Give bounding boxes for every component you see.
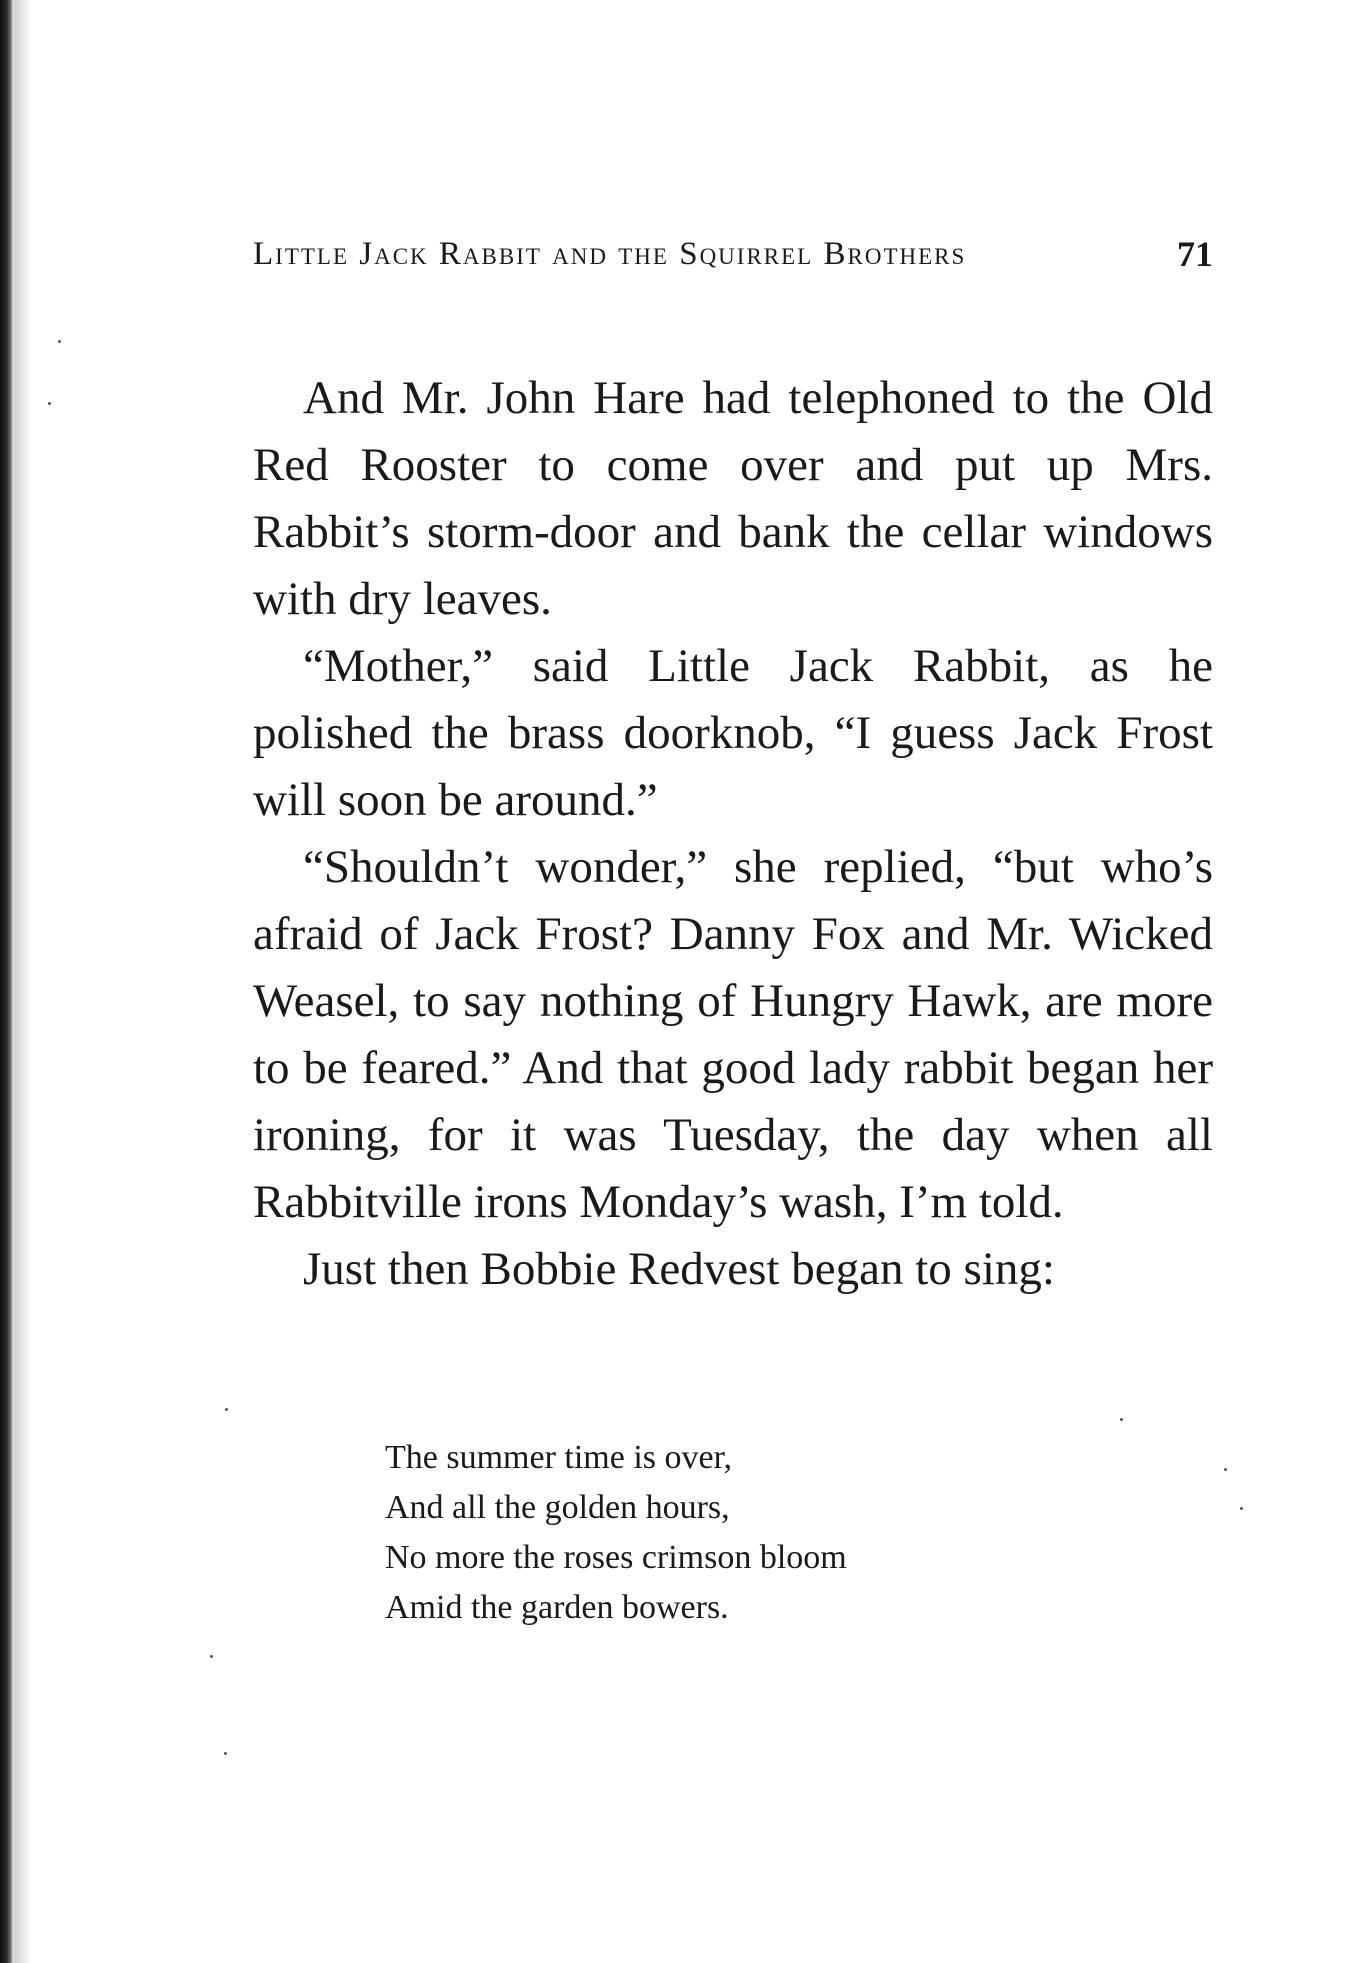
body-text <box>253 365 1213 1303</box>
page-number: 71 <box>1177 234 1213 274</box>
running-title: Little Jack Rabbit and the Squirrel Brothers <box>253 236 967 272</box>
running-head <box>253 230 1213 340</box>
paragraph-2: “Mother,” said Little Jack Rabbit, as he polished the brass doorknob, “I guess Jack Frost will soon be around.” <box>253 640 1213 826</box>
scan-speck <box>48 402 51 405</box>
scan-speck <box>224 1752 227 1755</box>
verse-line-1: The summer time is over, <box>385 1439 733 1476</box>
scan-speck <box>1240 1507 1243 1510</box>
verse-line-4: Amid the garden bowers. <box>385 1589 729 1626</box>
scan-speck <box>210 1655 213 1658</box>
verse-line-2: And all the golden hours, <box>385 1489 730 1526</box>
paragraph-4: Just then Bobbie Redvest began to sing: <box>303 1243 1055 1295</box>
verse-line-3: No more the roses crimson bloom <box>385 1539 847 1576</box>
scan-speck <box>225 1408 228 1411</box>
paragraph-1: And Mr. John Hare had telephoned to the Old Red Rooster to come over and put up Mrs. Rabbit’s storm-door and bank the cellar windows with dry leaves. <box>253 372 1213 625</box>
binding-shadow <box>14 0 32 1963</box>
binding-edge <box>0 0 14 1963</box>
paragraph-3: “Shouldn’t wonder,” she replied, “but who’s afraid of Jack Frost? Danny Fox and Mr. Wicked Weasel, to say nothing of Hungry Hawk, are more to be feared.” And that good lady rabbit began her ironing, for it was Tuesday, the day when all Rabbitville irons Monday’s wash, I’m told. <box>253 841 1213 1228</box>
scan-speck <box>1224 1468 1227 1471</box>
scan-speck <box>58 340 61 343</box>
verse <box>385 1433 1085 1633</box>
scan-speck <box>1120 1418 1123 1421</box>
